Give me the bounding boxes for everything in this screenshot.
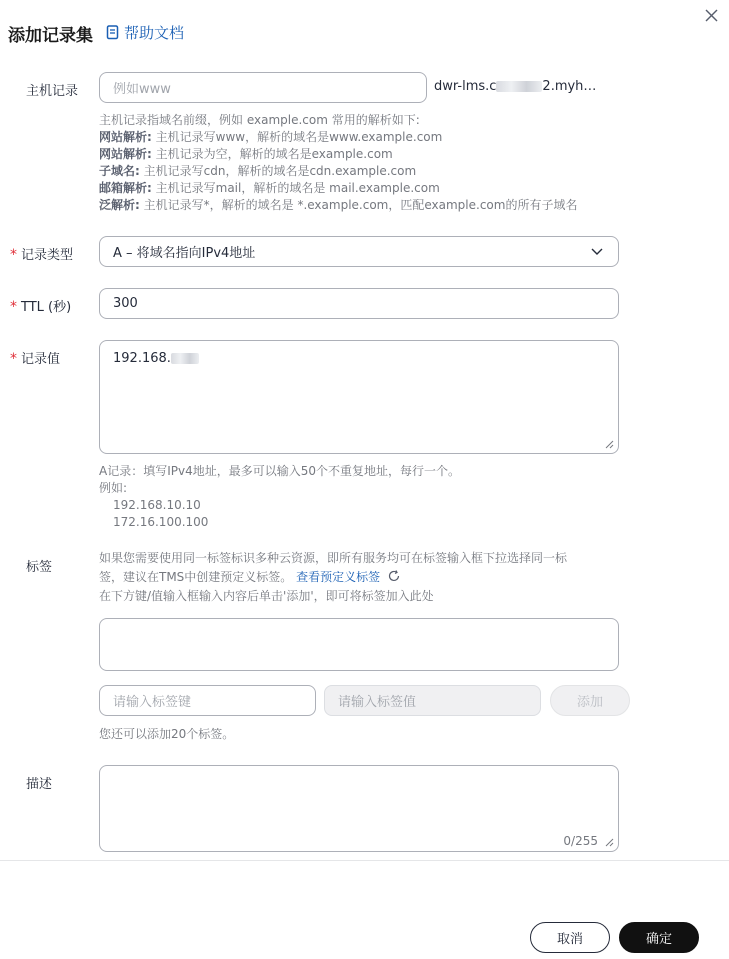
record-type-select[interactable] [99, 236, 619, 267]
footer-divider [0, 860, 729, 861]
tags-description: 如果您需要使用同一标签标识多种云资源，即所有服务均可在标签输入框下拉选择同一标 签，建议在TMS中创建预定义标签。 查看预定义标签 在下方键/值输入框输入内容后单击'添加'，即可将标签加入此处 [99, 551, 568, 603]
ttl-label: * TTL (秒) [10, 299, 72, 315]
close-icon[interactable] [702, 6, 722, 26]
tag-key-placeholder: 请输入标签键 [113, 695, 192, 710]
description-label: 描述 [26, 777, 53, 792]
host-record-input[interactable] [99, 72, 427, 103]
domain-suffix: dwr-lms.c 2.myh… [434, 79, 597, 94]
required-mark: * [10, 299, 17, 315]
host-record-label: 主机记录 [26, 84, 79, 99]
cancel-button[interactable]: 取消 [530, 922, 610, 953]
char-counter: 0/255 [563, 834, 598, 848]
tag-value-input[interactable] [324, 685, 541, 716]
help-doc-label: 帮助文档 [124, 24, 185, 42]
record-value-hint: A记录：填写IPv4地址，最多可以输入50个不重复地址，每行一个。 例如: 192.168.10.10 172.16.100.100 [99, 464, 460, 529]
description-textarea[interactable] [99, 765, 619, 852]
record-value-label: * 记录值 [10, 351, 61, 367]
dialog-title: 添加记录集 [8, 26, 93, 46]
help-doc-link[interactable] [106, 22, 184, 43]
resize-handle-icon[interactable] [604, 439, 614, 449]
view-predefined-tags-link[interactable]: 查看预定义标签 [296, 570, 381, 584]
redacted-patch [171, 353, 199, 364]
host-record-hint: 主机记录指域名前缀，例如 example.com 常用的解析如下: 网站解析: 主机记录写www，解析的域名是www.example.com 网站解析: 主机记录为空，解析的域名是example.com 子域名: 主机记录写cdn，解析的域名是cdn.example.com 邮箱解析: 主机记录写mail，解析的域名是 mail.example.com 泛解析: 主机记录写*，解析的域名是 *.example.com，匹配example.com的所有子域名 [99, 112, 659, 214]
hint-line: 网站解析: 主机记录写www，解析的域名是www.example.com [99, 130, 443, 144]
chevron-down-icon [590, 246, 604, 258]
hint-line: 子域名: 主机记录写cdn，解析的域名是cdn.example.com [99, 164, 417, 178]
tags-label: 标签 [26, 560, 53, 575]
record-value-text: 192.168. [113, 351, 199, 366]
record-type-value: A – 将域名指向IPv4地址 [113, 246, 256, 261]
tag-key-input[interactable] [99, 685, 316, 716]
hint-line: 邮箱解析: 主机记录写mail，解析的域名是 mail.example.com [99, 181, 440, 195]
hint-line: 网站解析: 主机记录为空，解析的域名是example.com [99, 147, 393, 161]
required-mark: * [10, 351, 17, 367]
record-value-textarea[interactable] [99, 340, 619, 454]
tags-remaining: 您还可以添加20个标签。 [99, 727, 235, 741]
ttl-value: 300 [113, 296, 138, 311]
record-type-label: * 记录类型 [10, 247, 74, 263]
confirm-button[interactable]: 确定 [619, 922, 699, 953]
refresh-icon[interactable] [387, 569, 401, 583]
tags-container[interactable] [99, 618, 619, 671]
resize-handle-icon[interactable] [604, 837, 614, 847]
redacted-patch [496, 81, 542, 92]
required-mark: * [10, 247, 17, 263]
ttl-input[interactable] [99, 288, 619, 319]
host-record-placeholder: 例如www [113, 82, 171, 97]
document-icon [106, 25, 119, 40]
tag-value-placeholder: 请输入标签值 [338, 695, 417, 710]
add-tag-button[interactable]: 添加 [550, 685, 630, 716]
hint-line: 泛解析: 主机记录写*，解析的域名是 *.example.com，匹配example.com的所有子域名 [99, 198, 578, 212]
